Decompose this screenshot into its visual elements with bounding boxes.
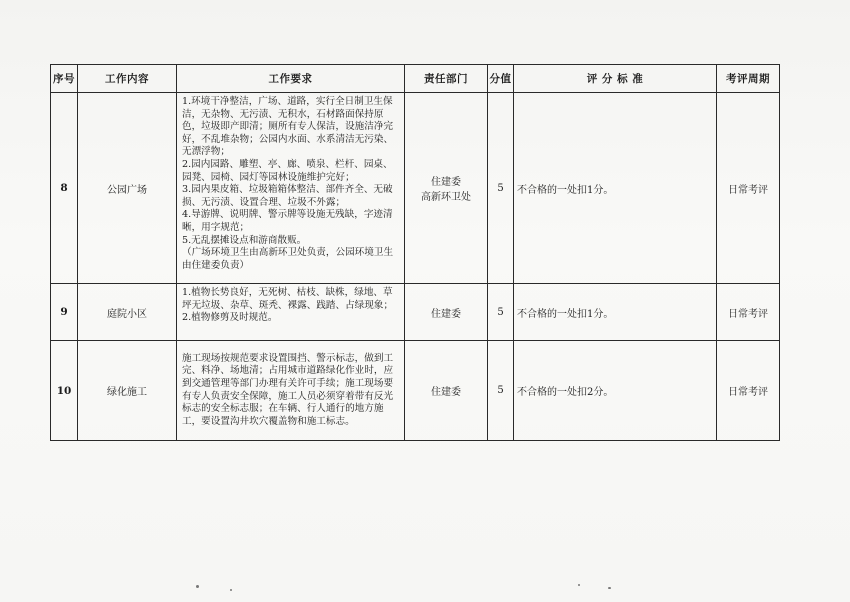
dept-name: 住建委 xyxy=(431,308,461,320)
requirement-item: 5.无乱摆摊设点和游商散贩。 xyxy=(182,234,307,246)
header-content: 工作内容 xyxy=(78,65,177,93)
header-requirements: 工作要求 xyxy=(177,65,405,93)
table-row xyxy=(51,341,780,441)
responsible-dept xyxy=(405,341,488,441)
header-no: 序号 xyxy=(51,65,78,93)
scoring-standard: 不合格的一处扣1分。 xyxy=(514,93,717,284)
requirement-item: 1.植物长势良好，无死树、枯枝、缺株，绿地、草坪无垃圾、杂草、斑秃、裸露、践踏、占绿现象； xyxy=(182,287,394,311)
score-value: 5 xyxy=(488,341,514,441)
work-content: 公园广场 xyxy=(78,93,177,284)
table-row xyxy=(51,93,780,284)
header-dept: 责任部门 xyxy=(405,65,488,93)
work-requirements xyxy=(177,284,405,341)
table-header-row xyxy=(51,65,780,93)
requirement-item: 3.园内果皮箱、垃圾箱箱体整洁、部件齐全、无破损、无污渍、设置合理、垃圾不外露； xyxy=(182,184,393,208)
evaluation-cycle: 日常考评 xyxy=(717,341,780,441)
requirement-item: 2.植物修剪及时规范。 xyxy=(182,312,278,324)
scan-speck xyxy=(608,587,611,589)
score-value: 5 xyxy=(488,93,514,284)
evaluation-table xyxy=(50,64,780,441)
evaluation-cycle: 日常考评 xyxy=(717,284,780,341)
scoring-standard: 不合格的一处扣2分。 xyxy=(514,341,717,441)
requirement-note: （广场环境卫生由高新环卫处负责，公园环境卫生由住建委负责） xyxy=(182,247,394,271)
scoring-standard: 不合格的一处扣1分。 xyxy=(514,284,717,341)
work-requirements xyxy=(177,341,405,441)
dept-name: 高新环卫处 xyxy=(421,192,471,203)
evaluation-cycle: 日常考评 xyxy=(717,93,780,284)
requirement-item: 4.导游牌、说明牌、警示牌等设施无残缺，字迹清晰，用字规范； xyxy=(182,209,393,233)
work-content: 绿化施工 xyxy=(78,341,177,441)
header-score: 分值 xyxy=(488,65,514,93)
header-cycle: 考评周期 xyxy=(717,65,780,93)
scan-speck xyxy=(196,585,199,588)
requirement-item: 1.环境干净整洁，广场、道路，实行全日制卫生保洁，无杂物、无污渍、无积水，石材路面保持原色，垃圾即产即清；厕所有专人保洁，设施洁净完好，不乱堆杂物；公园内水面、水系清洁无污染、无漂浮物； xyxy=(182,96,394,158)
row-number: 9 xyxy=(51,284,78,341)
row-number: 8 xyxy=(51,93,78,284)
work-requirements xyxy=(177,93,405,284)
row-number: 10 xyxy=(51,341,78,441)
responsible-dept xyxy=(405,284,488,341)
score-value: 5 xyxy=(488,284,514,341)
dept-name: 住建委 xyxy=(431,387,461,398)
requirement-item: 2.园内园路、雕塑、亭、廊、喷泉、栏杆、园桌、园凳、园椅、园灯等园林设施维护完好； xyxy=(182,158,393,183)
scan-speck xyxy=(230,589,232,591)
responsible-dept xyxy=(405,93,488,284)
requirement-item: 施工现场按规范要求设置围挡、警示标志，做到工完、料净、场地清；占用城市道路绿化作业时，应到交通管理等部门办理有关许可手续；施工现场要有专人负责安全保障，施工人员必须穿着带有反光标志的安全标志服；在车辆、行人通行的地方施工，要设置沟井坎穴覆盖物和施工标志。 xyxy=(182,352,394,427)
dept-name: 住建委 xyxy=(431,177,461,188)
scan-speck xyxy=(578,584,580,586)
header-standard: 评 分 标 准 xyxy=(514,65,717,93)
table-row xyxy=(51,284,780,341)
work-content: 庭院小区 xyxy=(78,284,177,341)
